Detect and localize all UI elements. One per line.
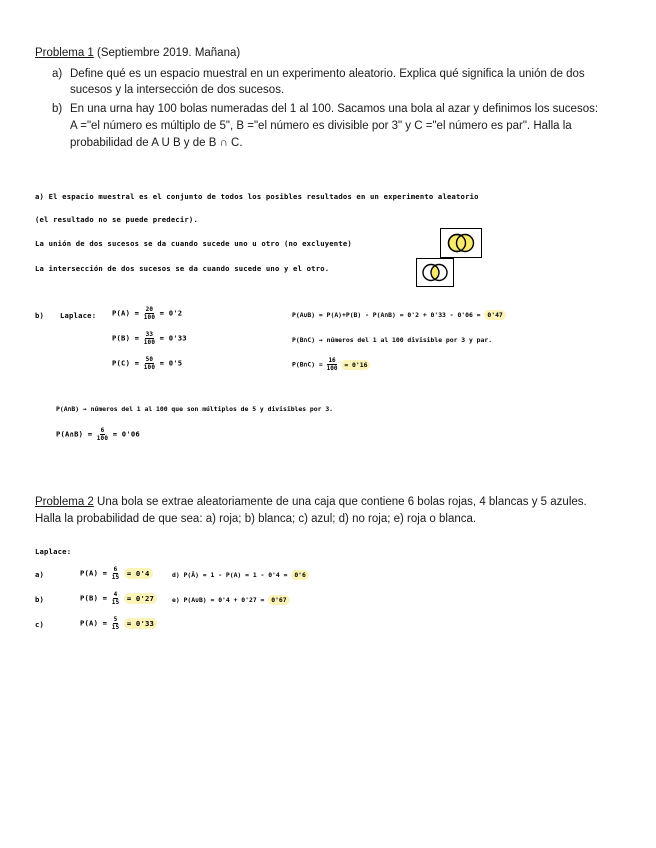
pb-num: 33 (145, 331, 154, 338)
panb-left: P(A∩B) = (56, 429, 93, 439)
answer1-panb (56, 427, 140, 442)
b2-fraction (112, 591, 120, 606)
problem2-line1-rest: Una bola se extrae aleatoriamente de una caja que contiene 6 bolas rojas, 4 blancas y 5 azules. (93, 496, 587, 508)
c2-den: 15 (111, 624, 120, 631)
problem1-b-line3: probabilidad de A U B y de B ∩ C. (70, 137, 243, 149)
b2-result: = 0'27 (124, 593, 157, 604)
answer2-e (172, 596, 290, 604)
answer1-union (292, 311, 506, 319)
answer1-pa (112, 306, 182, 321)
d2-result: 0'6 (291, 570, 309, 580)
answer1-a-line2: (el resultado no se puede predecir). (35, 215, 198, 224)
union-result: 0'47 (484, 310, 505, 320)
a2-num: 6 (113, 566, 118, 573)
problem1-title-label: Problema 1 (35, 47, 94, 59)
pbc-num: 16 (328, 357, 336, 364)
d2-label: d) (172, 571, 180, 579)
answer1-a-line3: La unión de dos sucesos se da cuando sucede uno u otro (no excluyente) (35, 239, 352, 248)
answer2-c (80, 616, 157, 631)
pa-den: 100 (143, 314, 156, 321)
answer1-pc (112, 356, 182, 371)
answer1-pb (112, 331, 187, 346)
answer2-b (80, 591, 157, 606)
answer2-a-label: a) (35, 570, 45, 579)
b2-left: P(B) = (80, 593, 108, 603)
answer1-anb-text: P(A∩B) → números del 1 al 100 que son múltiplos de 5 y divisibles por 3. (56, 405, 334, 413)
pbc-right: = 0'16 (341, 360, 370, 370)
panb-fraction (97, 427, 108, 442)
problem1-a-label: a) (52, 68, 63, 80)
a2-fraction (112, 566, 120, 581)
e2-label: e) (172, 596, 180, 604)
pa-left: P(A) = (112, 308, 140, 318)
e2-text: P(A∪B) = 0'4 + 0'27 = (183, 596, 265, 604)
answer1-pbc (292, 357, 370, 372)
pc-den: 100 (143, 364, 156, 371)
b2-den: 15 (111, 599, 120, 606)
problem1-b-label: b) (52, 103, 63, 115)
b2-num: 4 (113, 591, 118, 598)
pbc-den: 100 (326, 365, 338, 372)
problem2-title-label: Problema 2 (35, 496, 94, 508)
pc-right: = 0'5 (159, 358, 183, 368)
pbc-fraction (327, 357, 338, 372)
answer2-b-label: b) (35, 595, 45, 604)
answer1-a-line4: La intersección de dos sucesos se da cuando sucede uno y el otro. (35, 264, 330, 273)
answer2-laplace: Laplace: (35, 547, 72, 556)
venn-intersection-box (416, 258, 454, 287)
c2-fraction (112, 616, 120, 631)
e2-result: 0'67 (268, 595, 289, 605)
pc-fraction (144, 356, 155, 371)
problem1-b-line2: A ="el número es múltiplo de 5", B ="el número es divisible por 3" y C ="el número es par". Halla la (70, 120, 572, 132)
c2-num: 5 (113, 616, 118, 623)
venn-union-icon (441, 229, 481, 257)
answer2-c-label: c) (35, 620, 45, 629)
pb-fraction (144, 331, 155, 346)
pa-fraction (144, 306, 155, 321)
problem1-title-rest: (Septiembre 2019. Mañana) (93, 47, 241, 59)
d2-text: P(Ā) = 1 - P(A) = 1 - 0'4 = (183, 571, 288, 579)
c2-left: P(A) = (80, 618, 108, 628)
panb-num: 6 (100, 427, 105, 434)
a2-den: 15 (111, 574, 120, 581)
problem2-line1 (35, 494, 635, 510)
answer1-a-line1: a) El espacio muestral es el conjunto de todos los posibles resultados en un experimento aleatorio (35, 192, 479, 201)
panb-den: 100 (96, 435, 109, 442)
answer1-bc-text: P(B∩C) → números del 1 al 100 divisible por 3 y par. (292, 336, 493, 344)
union-formula: P(A∪B) = P(A)+P(B) - P(A∩B) = 0'2 + 0'33 - 0'06 = (292, 311, 481, 319)
problem1-b-line1: En una urna hay 100 bolas numeradas del 1 al 100. Sacamos una bola al azar y definimos los sucesos: (70, 103, 599, 115)
problem1-title (35, 45, 635, 61)
pa-num: 20 (145, 306, 154, 313)
answer1-laplace: Laplace: (60, 311, 97, 320)
answer2-a (80, 566, 153, 581)
problem1-a-line2: sucesos y la intersección de dos sucesos. (70, 84, 285, 96)
pb-left: P(B) = (112, 333, 140, 343)
answer2-d (172, 571, 309, 579)
a2-result: = 0'4 (124, 568, 153, 579)
pb-right: = 0'33 (159, 333, 187, 343)
pc-num: 50 (145, 356, 154, 363)
pc-left: P(C) = (112, 358, 140, 368)
c2-result: = 0'33 (124, 618, 157, 629)
problem1-a-line1: Define qué es un espacio muestral en un experimento aleatorio. Explica qué significa la unión de dos (70, 68, 585, 80)
pb-den: 100 (143, 339, 156, 346)
venn-intersection-icon (417, 259, 453, 286)
venn-union-box (440, 228, 482, 258)
pa-right: = 0'2 (159, 308, 183, 318)
pbc-left: P(B∩C) = (292, 360, 323, 369)
problem2-line2: Halla la probabilidad de que sea: a) roja; b) blanca; c) azul; d) no roja; e) roja o blanca. (35, 513, 477, 525)
panb-right: = 0'06 (112, 429, 140, 439)
answer1-b-label: b) (35, 311, 45, 320)
a2-left: P(A) = (80, 568, 108, 578)
